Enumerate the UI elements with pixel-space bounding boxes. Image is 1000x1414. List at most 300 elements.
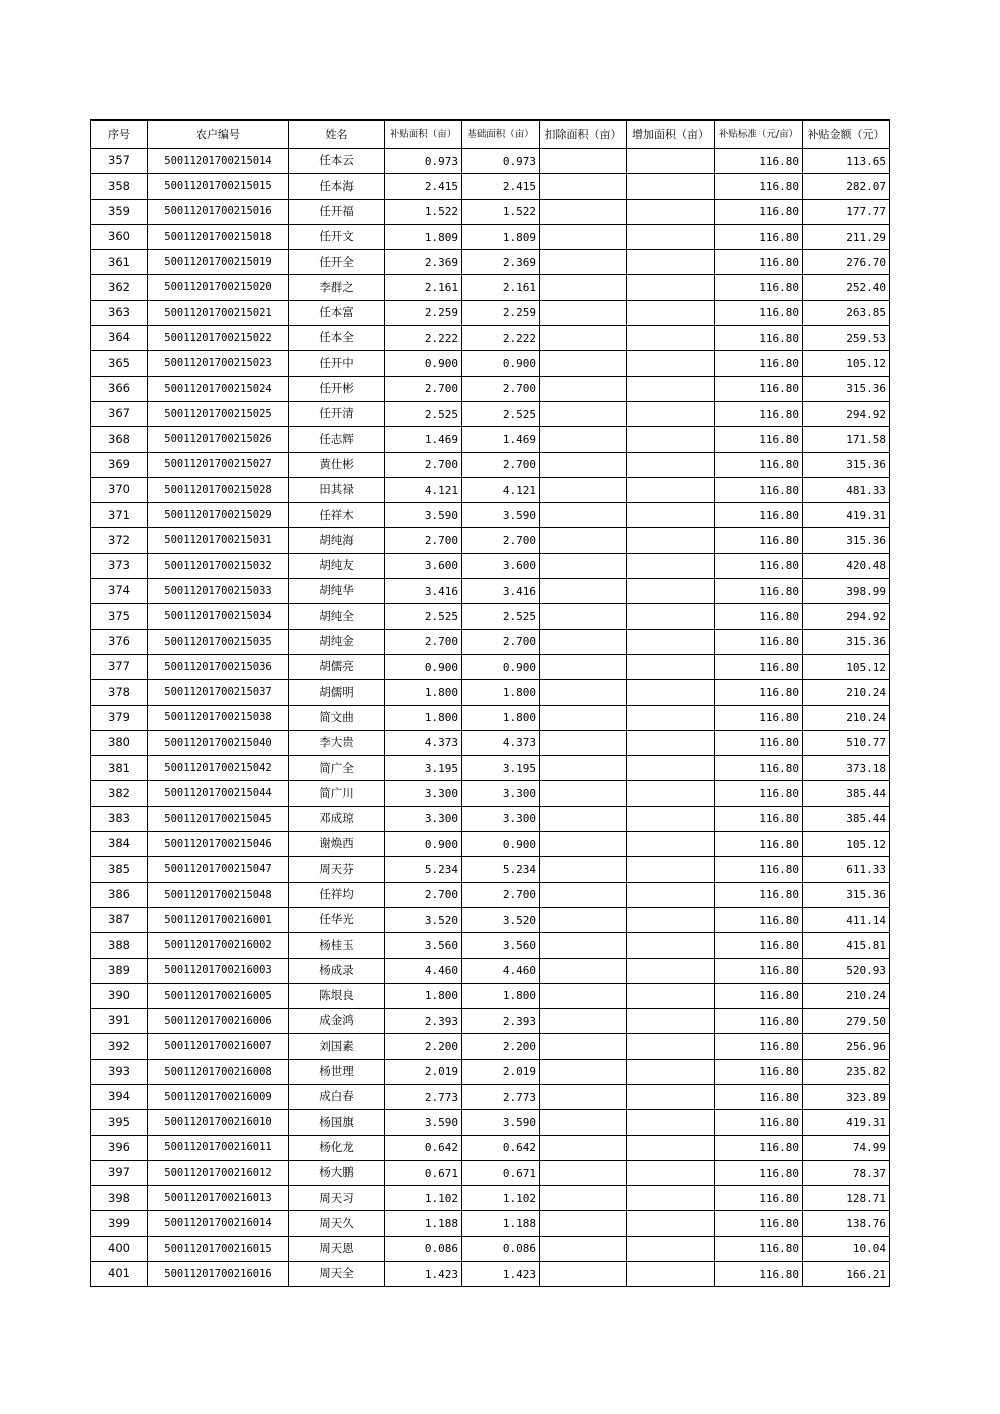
added-area-cell	[627, 1211, 715, 1236]
base-area-cell: 3.416	[462, 579, 540, 604]
household-id-cell: 50011201700215047	[148, 857, 289, 882]
subsidy-amount-cell: 611.33	[803, 857, 890, 882]
name-cell: 李群之	[289, 275, 385, 300]
added-area-cell	[627, 1084, 715, 1109]
subsidy-rate-cell: 116.80	[715, 528, 803, 553]
name-cell: 杨国旗	[289, 1110, 385, 1135]
serial-number-cell: 361	[91, 250, 148, 275]
table-row	[91, 832, 890, 857]
household-id-cell: 50011201700215033	[148, 579, 289, 604]
base-area-cell: 4.460	[462, 958, 540, 983]
subsidy-amount-cell: 74.99	[803, 1135, 890, 1160]
name-cell: 胡纯全	[289, 604, 385, 629]
subsidy-rate-cell: 116.80	[715, 882, 803, 907]
name-cell: 任志辉	[289, 427, 385, 452]
subsidy-area-cell: 2.700	[385, 452, 462, 477]
deducted-area-cell	[540, 427, 627, 452]
added-area-cell	[627, 1034, 715, 1059]
subsidy-rate-cell: 116.80	[715, 1009, 803, 1034]
name-cell: 胡纯金	[289, 629, 385, 654]
name-cell: 胡纯海	[289, 528, 385, 553]
name-cell: 黄仕彬	[289, 452, 385, 477]
subsidy-rate-cell: 116.80	[715, 376, 803, 401]
household-id-cell: 50011201700216012	[148, 1160, 289, 1185]
added-area-cell	[627, 1160, 715, 1185]
table-row	[91, 781, 890, 806]
household-id-cell: 50011201700215029	[148, 503, 289, 528]
deducted-area-cell	[540, 629, 627, 654]
added-area-cell	[627, 730, 715, 755]
added-area-cell	[627, 351, 715, 376]
deducted-area-cell	[540, 401, 627, 426]
subsidy-rate-cell: 116.80	[715, 705, 803, 730]
subsidy-amount-cell: 171.58	[803, 427, 890, 452]
base-area-cell: 3.590	[462, 503, 540, 528]
header-subsidy-area: 补贴面积（亩）	[385, 120, 462, 149]
subsidy-rate-cell: 116.80	[715, 1034, 803, 1059]
table-row	[91, 376, 890, 401]
subsidy-rate-cell: 116.80	[715, 452, 803, 477]
serial-number-cell: 396	[91, 1135, 148, 1160]
household-id-cell: 50011201700216014	[148, 1211, 289, 1236]
household-id-cell: 50011201700215021	[148, 300, 289, 325]
serial-number-cell: 368	[91, 427, 148, 452]
subsidy-table	[90, 119, 890, 1287]
serial-number-cell: 394	[91, 1084, 148, 1109]
added-area-cell	[627, 149, 715, 174]
deducted-area-cell	[540, 958, 627, 983]
added-area-cell	[627, 832, 715, 857]
base-area-cell: 2.700	[462, 452, 540, 477]
table-row	[91, 1236, 890, 1261]
added-area-cell	[627, 654, 715, 679]
table-row	[91, 553, 890, 578]
household-id-cell: 50011201700215044	[148, 781, 289, 806]
subsidy-rate-cell: 116.80	[715, 1211, 803, 1236]
table-row	[91, 705, 890, 730]
table-row	[91, 174, 890, 199]
subsidy-amount-cell: 276.70	[803, 250, 890, 275]
subsidy-amount-cell: 105.12	[803, 654, 890, 679]
subsidy-area-cell: 2.700	[385, 882, 462, 907]
subsidy-rate-cell: 116.80	[715, 806, 803, 831]
subsidy-amount-cell: 10.04	[803, 1236, 890, 1261]
table-body	[91, 149, 890, 1287]
added-area-cell	[627, 1186, 715, 1211]
table-row	[91, 149, 890, 174]
serial-number-cell: 401	[91, 1262, 148, 1287]
serial-number-cell: 358	[91, 174, 148, 199]
subsidy-area-cell: 3.300	[385, 781, 462, 806]
table-row	[91, 1084, 890, 1109]
table-row	[91, 1135, 890, 1160]
subsidy-area-cell: 1.800	[385, 983, 462, 1008]
name-cell: 杨大鹏	[289, 1160, 385, 1185]
name-cell: 任开彬	[289, 376, 385, 401]
table-row	[91, 503, 890, 528]
header-name: 姓名	[289, 120, 385, 149]
subsidy-rate-cell: 116.80	[715, 1160, 803, 1185]
subsidy-rate-cell: 116.80	[715, 149, 803, 174]
added-area-cell	[627, 401, 715, 426]
deducted-area-cell	[540, 224, 627, 249]
subsidy-area-cell: 3.520	[385, 907, 462, 932]
household-id-cell: 50011201700215040	[148, 730, 289, 755]
household-id-cell: 50011201700215037	[148, 680, 289, 705]
table-row	[91, 199, 890, 224]
serial-number-cell: 360	[91, 224, 148, 249]
subsidy-area-cell: 0.900	[385, 832, 462, 857]
deducted-area-cell	[540, 174, 627, 199]
deducted-area-cell	[540, 730, 627, 755]
name-cell: 任开文	[289, 224, 385, 249]
subsidy-amount-cell: 315.36	[803, 528, 890, 553]
subsidy-rate-cell: 116.80	[715, 351, 803, 376]
subsidy-rate-cell: 116.80	[715, 1135, 803, 1160]
deducted-area-cell	[540, 1059, 627, 1084]
subsidy-amount-cell: 78.37	[803, 1160, 890, 1185]
added-area-cell	[627, 1059, 715, 1084]
base-area-cell: 0.900	[462, 351, 540, 376]
deducted-area-cell	[540, 553, 627, 578]
base-area-cell: 2.200	[462, 1034, 540, 1059]
subsidy-amount-cell: 510.77	[803, 730, 890, 755]
table-row	[91, 477, 890, 502]
household-id-cell: 50011201700215036	[148, 654, 289, 679]
household-id-cell: 50011201700216006	[148, 1009, 289, 1034]
added-area-cell	[627, 629, 715, 654]
base-area-cell: 2.773	[462, 1084, 540, 1109]
deducted-area-cell	[540, 1160, 627, 1185]
base-area-cell: 0.086	[462, 1236, 540, 1261]
household-id-cell: 50011201700215015	[148, 174, 289, 199]
subsidy-area-cell: 3.590	[385, 1110, 462, 1135]
base-area-cell: 3.520	[462, 907, 540, 932]
household-id-cell: 50011201700215023	[148, 351, 289, 376]
added-area-cell	[627, 882, 715, 907]
base-area-cell: 2.700	[462, 882, 540, 907]
deducted-area-cell	[540, 756, 627, 781]
table-row	[91, 730, 890, 755]
deducted-area-cell	[540, 1135, 627, 1160]
base-area-cell: 1.522	[462, 199, 540, 224]
base-area-cell: 1.800	[462, 705, 540, 730]
table-row	[91, 1110, 890, 1135]
header-serial-number: 序号	[91, 120, 148, 149]
deducted-area-cell	[540, 832, 627, 857]
subsidy-amount-cell: 315.36	[803, 629, 890, 654]
subsidy-area-cell: 2.222	[385, 326, 462, 351]
table-row	[91, 1186, 890, 1211]
serial-number-cell: 383	[91, 806, 148, 831]
subsidy-rate-cell: 116.80	[715, 907, 803, 932]
subsidy-amount-cell: 113.65	[803, 149, 890, 174]
base-area-cell: 2.700	[462, 376, 540, 401]
subsidy-amount-cell: 210.24	[803, 680, 890, 705]
subsidy-amount-cell: 210.24	[803, 705, 890, 730]
subsidy-rate-cell: 116.80	[715, 224, 803, 249]
base-area-cell: 2.161	[462, 275, 540, 300]
subsidy-amount-cell: 323.89	[803, 1084, 890, 1109]
serial-number-cell: 376	[91, 629, 148, 654]
serial-number-cell: 388	[91, 933, 148, 958]
subsidy-rate-cell: 116.80	[715, 275, 803, 300]
serial-number-cell: 398	[91, 1186, 148, 1211]
subsidy-rate-cell: 116.80	[715, 553, 803, 578]
name-cell: 任祥均	[289, 882, 385, 907]
subsidy-rate-cell: 116.80	[715, 604, 803, 629]
added-area-cell	[627, 579, 715, 604]
subsidy-amount-cell: 211.29	[803, 224, 890, 249]
added-area-cell	[627, 705, 715, 730]
household-id-cell: 50011201700215014	[148, 149, 289, 174]
subsidy-amount-cell: 166.21	[803, 1262, 890, 1287]
serial-number-cell: 375	[91, 604, 148, 629]
added-area-cell	[627, 857, 715, 882]
base-area-cell: 0.973	[462, 149, 540, 174]
added-area-cell	[627, 275, 715, 300]
deducted-area-cell	[540, 579, 627, 604]
table-row	[91, 351, 890, 376]
household-id-cell: 50011201700215027	[148, 452, 289, 477]
table-row	[91, 452, 890, 477]
subsidy-amount-cell: 520.93	[803, 958, 890, 983]
name-cell: 任祥木	[289, 503, 385, 528]
serial-number-cell: 359	[91, 199, 148, 224]
name-cell: 杨成录	[289, 958, 385, 983]
subsidy-amount-cell: 282.07	[803, 174, 890, 199]
deducted-area-cell	[540, 452, 627, 477]
subsidy-amount-cell: 415.81	[803, 933, 890, 958]
subsidy-area-cell: 1.800	[385, 705, 462, 730]
deducted-area-cell	[540, 1009, 627, 1034]
subsidy-rate-cell: 116.80	[715, 680, 803, 705]
subsidy-area-cell: 1.809	[385, 224, 462, 249]
subsidy-amount-cell: 398.99	[803, 579, 890, 604]
household-id-cell: 50011201700215038	[148, 705, 289, 730]
table-row	[91, 857, 890, 882]
base-area-cell: 3.600	[462, 553, 540, 578]
table-row	[91, 275, 890, 300]
subsidy-area-cell: 1.800	[385, 680, 462, 705]
table-row	[91, 250, 890, 275]
deducted-area-cell	[540, 680, 627, 705]
serial-number-cell: 362	[91, 275, 148, 300]
name-cell: 杨化龙	[289, 1135, 385, 1160]
deducted-area-cell	[540, 806, 627, 831]
added-area-cell	[627, 1009, 715, 1034]
subsidy-area-cell: 1.423	[385, 1262, 462, 1287]
subsidy-rate-cell: 116.80	[715, 579, 803, 604]
serial-number-cell: 386	[91, 882, 148, 907]
base-area-cell: 2.259	[462, 300, 540, 325]
base-area-cell: 1.423	[462, 1262, 540, 1287]
subsidy-area-cell: 2.393	[385, 1009, 462, 1034]
base-area-cell: 1.809	[462, 224, 540, 249]
deducted-area-cell	[540, 1262, 627, 1287]
subsidy-amount-cell: 210.24	[803, 983, 890, 1008]
subsidy-area-cell: 5.234	[385, 857, 462, 882]
subsidy-rate-cell: 116.80	[715, 983, 803, 1008]
name-cell: 陈垠良	[289, 983, 385, 1008]
subsidy-amount-cell: 138.76	[803, 1211, 890, 1236]
subsidy-amount-cell: 419.31	[803, 1110, 890, 1135]
subsidy-rate-cell: 116.80	[715, 654, 803, 679]
table-row	[91, 629, 890, 654]
table-row	[91, 326, 890, 351]
name-cell: 周天恩	[289, 1236, 385, 1261]
name-cell: 成金鸿	[289, 1009, 385, 1034]
added-area-cell	[627, 983, 715, 1008]
added-area-cell	[627, 933, 715, 958]
serial-number-cell: 391	[91, 1009, 148, 1034]
serial-number-cell: 378	[91, 680, 148, 705]
household-id-cell: 50011201700215016	[148, 199, 289, 224]
deducted-area-cell	[540, 907, 627, 932]
household-id-cell: 50011201700215035	[148, 629, 289, 654]
name-cell: 任本海	[289, 174, 385, 199]
subsidy-amount-cell: 263.85	[803, 300, 890, 325]
base-area-cell: 0.671	[462, 1160, 540, 1185]
base-area-cell: 1.102	[462, 1186, 540, 1211]
deducted-area-cell	[540, 705, 627, 730]
serial-number-cell: 373	[91, 553, 148, 578]
subsidy-area-cell: 1.188	[385, 1211, 462, 1236]
added-area-cell	[627, 958, 715, 983]
serial-number-cell: 381	[91, 756, 148, 781]
base-area-cell: 2.700	[462, 528, 540, 553]
subsidy-area-cell: 1.522	[385, 199, 462, 224]
subsidy-rate-cell: 116.80	[715, 1186, 803, 1211]
subsidy-rate-cell: 116.80	[715, 1059, 803, 1084]
table-row	[91, 579, 890, 604]
household-id-cell: 50011201700216010	[148, 1110, 289, 1135]
subsidy-area-cell: 2.700	[385, 629, 462, 654]
subsidy-amount-cell: 294.92	[803, 604, 890, 629]
household-id-cell: 50011201700215018	[148, 224, 289, 249]
subsidy-rate-cell: 116.80	[715, 503, 803, 528]
table-row	[91, 680, 890, 705]
deducted-area-cell	[540, 781, 627, 806]
subsidy-rate-cell: 116.80	[715, 300, 803, 325]
subsidy-area-cell: 3.300	[385, 806, 462, 831]
name-cell: 简广川	[289, 781, 385, 806]
household-id-cell: 50011201700215034	[148, 604, 289, 629]
table-row	[91, 427, 890, 452]
table-row	[91, 933, 890, 958]
subsidy-rate-cell: 116.80	[715, 401, 803, 426]
name-cell: 任开全	[289, 250, 385, 275]
subsidy-amount-cell: 315.36	[803, 376, 890, 401]
base-area-cell: 3.300	[462, 781, 540, 806]
serial-number-cell: 380	[91, 730, 148, 755]
added-area-cell	[627, 326, 715, 351]
subsidy-area-cell: 2.259	[385, 300, 462, 325]
subsidy-rate-cell: 116.80	[715, 756, 803, 781]
deducted-area-cell	[540, 326, 627, 351]
household-id-cell: 50011201700216003	[148, 958, 289, 983]
subsidy-amount-cell: 419.31	[803, 503, 890, 528]
subsidy-amount-cell: 481.33	[803, 477, 890, 502]
name-cell: 胡纯华	[289, 579, 385, 604]
subsidy-area-cell: 0.642	[385, 1135, 462, 1160]
deducted-area-cell	[540, 1186, 627, 1211]
serial-number-cell: 384	[91, 832, 148, 857]
header-household-id: 农户编号	[148, 120, 289, 149]
subsidy-amount-cell: 294.92	[803, 401, 890, 426]
household-id-cell: 50011201700215031	[148, 528, 289, 553]
subsidy-area-cell: 2.019	[385, 1059, 462, 1084]
added-area-cell	[627, 528, 715, 553]
added-area-cell	[627, 806, 715, 831]
subsidy-area-cell: 0.900	[385, 654, 462, 679]
subsidy-area-cell: 4.121	[385, 477, 462, 502]
base-area-cell: 3.300	[462, 806, 540, 831]
added-area-cell	[627, 224, 715, 249]
deducted-area-cell	[540, 199, 627, 224]
subsidy-amount-cell: 235.82	[803, 1059, 890, 1084]
table-header-row	[91, 120, 890, 149]
table-row	[91, 907, 890, 932]
subsidy-area-cell: 3.195	[385, 756, 462, 781]
name-cell: 杨世理	[289, 1059, 385, 1084]
table-row	[91, 528, 890, 553]
table-row	[91, 300, 890, 325]
deducted-area-cell	[540, 477, 627, 502]
household-id-cell: 50011201700216011	[148, 1135, 289, 1160]
added-area-cell	[627, 553, 715, 578]
added-area-cell	[627, 452, 715, 477]
household-id-cell: 50011201700215042	[148, 756, 289, 781]
table-row	[91, 1262, 890, 1287]
serial-number-cell: 379	[91, 705, 148, 730]
serial-number-cell: 393	[91, 1059, 148, 1084]
base-area-cell: 0.900	[462, 832, 540, 857]
deducted-area-cell	[540, 654, 627, 679]
table-row	[91, 882, 890, 907]
subsidy-area-cell: 3.560	[385, 933, 462, 958]
subsidy-rate-cell: 116.80	[715, 1084, 803, 1109]
base-area-cell: 2.525	[462, 401, 540, 426]
added-area-cell	[627, 1110, 715, 1135]
subsidy-rate-cell: 116.80	[715, 477, 803, 502]
name-cell: 任华光	[289, 907, 385, 932]
deducted-area-cell	[540, 882, 627, 907]
deducted-area-cell	[540, 275, 627, 300]
deducted-area-cell	[540, 503, 627, 528]
subsidy-rate-cell: 116.80	[715, 781, 803, 806]
table-row	[91, 806, 890, 831]
deducted-area-cell	[540, 1236, 627, 1261]
household-id-cell: 50011201700215020	[148, 275, 289, 300]
subsidy-amount-cell: 279.50	[803, 1009, 890, 1034]
name-cell: 任本全	[289, 326, 385, 351]
table-row	[91, 224, 890, 249]
deducted-area-cell	[540, 857, 627, 882]
deducted-area-cell	[540, 149, 627, 174]
subsidy-rate-cell: 116.80	[715, 174, 803, 199]
base-area-cell: 1.188	[462, 1211, 540, 1236]
subsidy-area-cell: 0.671	[385, 1160, 462, 1185]
household-id-cell: 50011201700215019	[148, 250, 289, 275]
name-cell: 胡儒明	[289, 680, 385, 705]
base-area-cell: 4.121	[462, 477, 540, 502]
household-id-cell: 50011201700216007	[148, 1034, 289, 1059]
name-cell: 胡儒亮	[289, 654, 385, 679]
household-id-cell: 50011201700215025	[148, 401, 289, 426]
serial-number-cell: 390	[91, 983, 148, 1008]
subsidy-amount-cell: 315.36	[803, 452, 890, 477]
